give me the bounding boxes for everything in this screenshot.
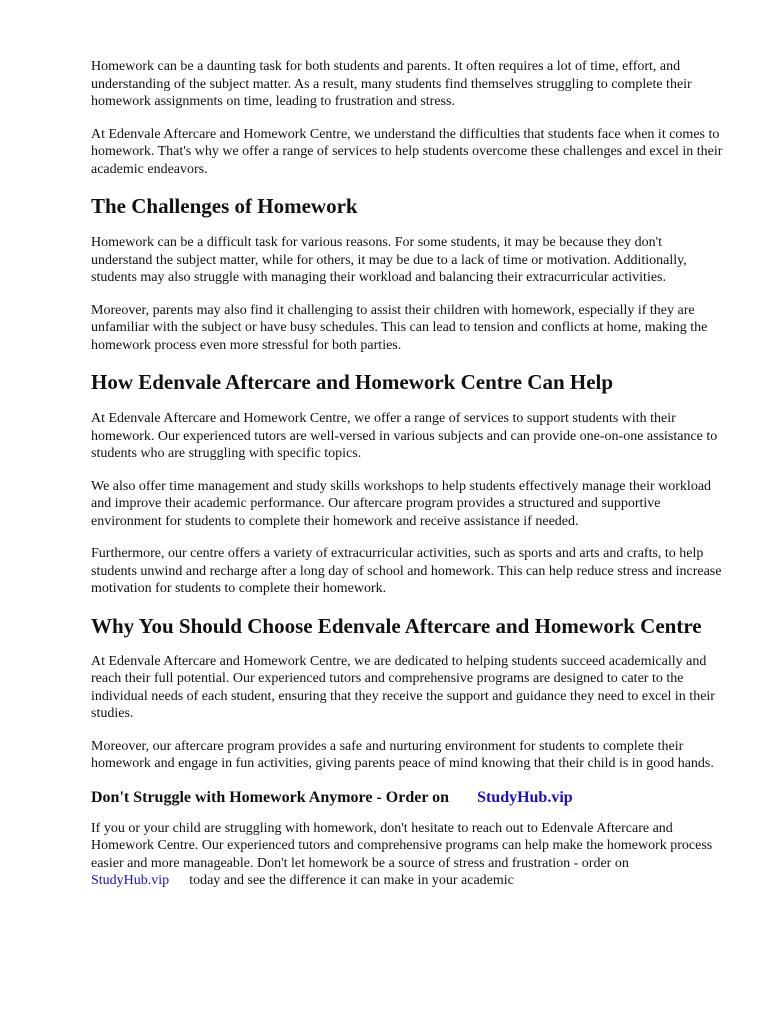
order-paragraph-tail: today and see the difference it can make in your academic: [189, 873, 514, 888]
intro-paragraph-2: At Edenvale Aftercare and Homework Centre, we understand the difficulties that students face when it comes to homework. That's why we offer a range of services to help students overcome these challenges and excel in their academic endeavors.: [91, 126, 723, 177]
choose-paragraph-2: Moreover, our aftercare program provides a safe and nurturing environment for students to complete their homework and engage in fun activities, giving parents peace of mind knowing that their child is in good hands.: [91, 738, 714, 771]
order-paragraph-text: If you or your child are struggling with homework, don't hesitate to reach out to Edenvale Aftercare and Homework Centre. Our experienced tutors and comprehensive programs can help make the homework process easier and more manageable. Don't let homework be a source of stress and frustration - order on: [91, 820, 713, 871]
order-paragraph: [91, 820, 723, 890]
help-paragraph-2: We also offer time management and study skills workshops to help students effectively manage their workload and improve their academic performance. Our aftercare program provides a structured and supportive environment for students to complete their homework and receive assistance if needed.: [91, 478, 712, 529]
heading-how-help: How Edenvale Aftercare and Homework Centre Can Help: [91, 370, 614, 394]
challenges-paragraph-2: Moreover, parents may also find it challenging to assist their children with homework, especially if they are unfamiliar with the subject or have busy schedules. This can lead to tension and conflicts at home, making the homework process even more stressful for both parties.: [91, 302, 708, 353]
challenges-paragraph-1: Homework can be a difficult task for various reasons. For some students, it may be because they don't understand the subject matter, while for others, it may be due to a lack of time or motivation. Additionally, students may also struggle with managing their workload and balancing their extracurricular activities.: [91, 235, 687, 285]
heading-order: [91, 788, 723, 808]
help-paragraph-3: Furthermore, our centre offers a variety of extracurricular activities, such as sports and arts and crafts, to help students unwind and recharge after a long day of school and homework. This can help reduce stress and increase motivation for students to complete their homework.: [91, 546, 722, 596]
heading-why-choose: Why You Should Choose Edenvale Aftercare and Homework Centre: [91, 613, 702, 638]
studyhub-inline-link[interactable]: StudyHub.vip: [91, 873, 170, 888]
intro-paragraph-1: Homework can be a daunting task for both students and parents. It often requires a lot of time, effort, and understanding of the subject matter. As a result, many students find themselves struggling to complete their homework assignments on time, leading to frustration and stress.: [91, 59, 692, 109]
studyhub-heading-link[interactable]: StudyHub.vip: [477, 788, 573, 806]
help-paragraph-1: At Edenvale Aftercare and Homework Centre, we offer a range of services to support students with their homework. Our experienced tutors are well-versed in various subjects and can provide one-on-one assistance to students who are struggling with specific topics.: [91, 411, 718, 461]
heading-challenges: The Challenges of Homework: [91, 194, 358, 218]
order-heading-text: Don't Struggle with Homework Anymore - Order on: [91, 788, 450, 806]
choose-paragraph-1: At Edenvale Aftercare and Homework Centre, we are dedicated to helping students succeed academically and reach their full potential. Our experienced tutors and comprehensive programs are designed to cater to the individual needs of each student, ensuring that they receive the support and guidance they need to excel in their studies.: [91, 653, 715, 721]
document-page: [91, 58, 723, 905]
